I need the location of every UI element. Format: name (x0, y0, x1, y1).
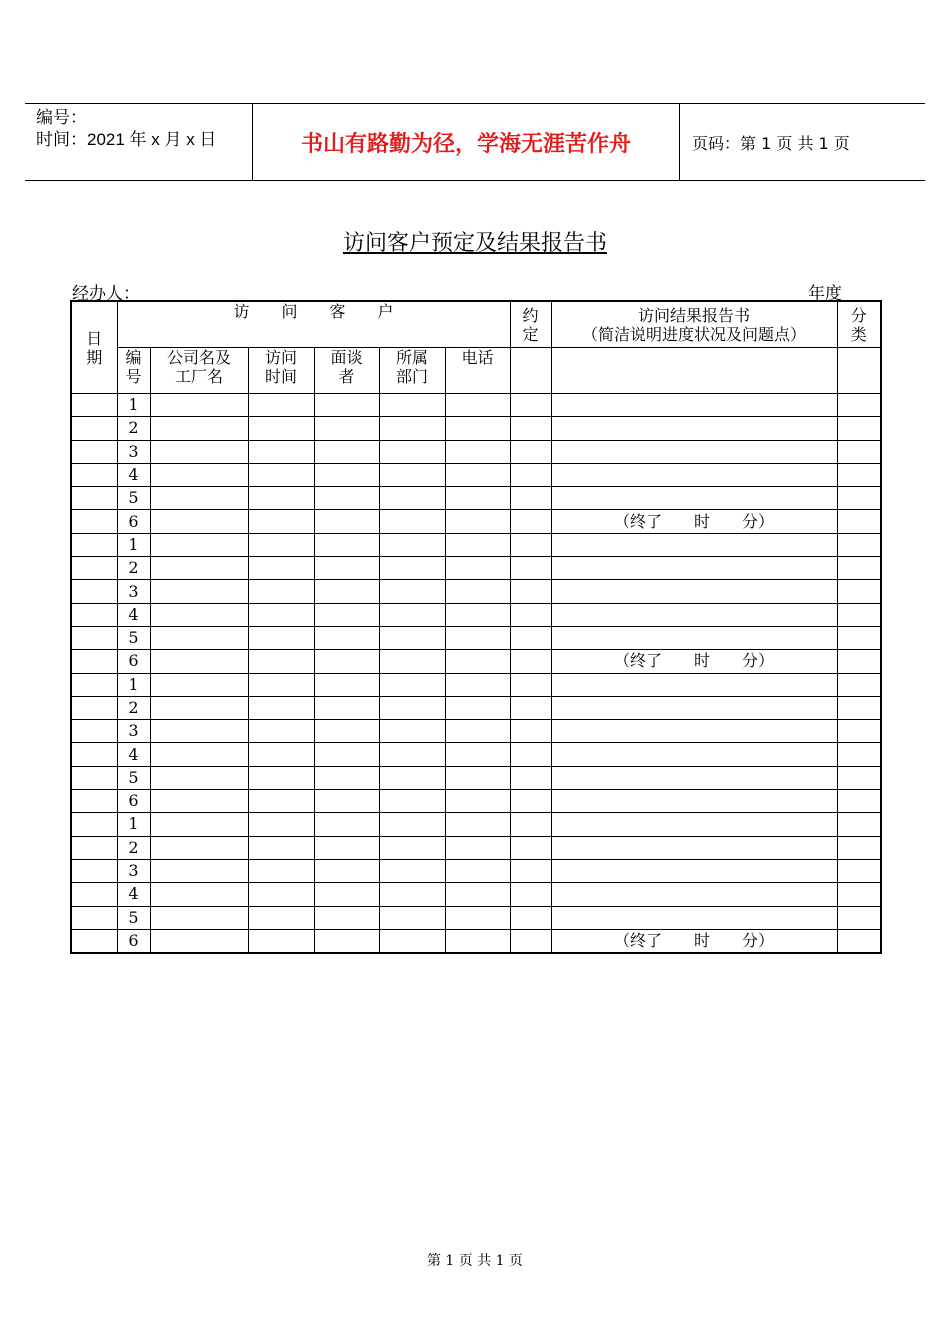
date-cell[interactable] (71, 836, 117, 859)
page-footer: 第 1 页 共 1 页 (426, 1253, 524, 1269)
visit-time-cell[interactable] (248, 510, 314, 533)
appoint-cell[interactable] (510, 790, 551, 813)
date-cell[interactable] (71, 720, 117, 743)
col-date-header: 日 期 (71, 301, 117, 394)
row-number: 2 (117, 557, 150, 580)
category-cell[interactable] (837, 766, 881, 789)
agent-label: 经办人： (72, 284, 140, 304)
result-cell[interactable]: （终了 时 分） (551, 510, 837, 533)
appoint-cell[interactable] (510, 463, 551, 486)
row-number: 4 (117, 883, 150, 906)
sub-interviewee-header: 面谈 者 (314, 348, 379, 394)
category-cell[interactable] (837, 836, 881, 859)
row-number: 3 (117, 720, 150, 743)
date-cell[interactable] (71, 650, 117, 673)
table-row (71, 557, 881, 580)
dept-cell[interactable] (379, 510, 445, 533)
row-number: 1 (117, 533, 150, 556)
company-cell[interactable] (150, 487, 248, 510)
phone-cell[interactable] (445, 766, 510, 789)
visit-time-cell[interactable] (248, 557, 314, 580)
company-cell[interactable] (150, 557, 248, 580)
header-row-2 (71, 348, 881, 394)
category-cell[interactable] (837, 463, 881, 486)
year-label: 年度 (808, 284, 842, 304)
category-cell[interactable] (837, 626, 881, 649)
dept-cell[interactable] (379, 603, 445, 626)
result-cell[interactable] (551, 906, 837, 929)
appoint-cell[interactable] (510, 394, 551, 417)
company-cell[interactable] (150, 510, 248, 533)
dept-cell[interactable] (379, 650, 445, 673)
appoint-cell[interactable] (510, 836, 551, 859)
table-row (71, 417, 881, 440)
table-row (71, 533, 881, 556)
visit-time-cell[interactable] (248, 906, 314, 929)
phone-cell[interactable] (445, 603, 510, 626)
dept-cell[interactable] (379, 440, 445, 463)
dept-cell[interactable] (379, 417, 445, 440)
document-header (25, 103, 925, 181)
date-cell[interactable] (71, 510, 117, 533)
interviewee-cell[interactable] (314, 766, 379, 789)
row-number: 5 (117, 626, 150, 649)
row-number: 3 (117, 859, 150, 882)
dept-cell[interactable] (379, 859, 445, 882)
row-number: 1 (117, 813, 150, 836)
table-row (71, 394, 881, 417)
date-cell[interactable] (71, 673, 117, 696)
result-cell[interactable] (551, 440, 837, 463)
document-title-text: 访问客户预定及结果报告书 (342, 231, 607, 256)
table-row (71, 906, 881, 929)
result-cell[interactable] (551, 533, 837, 556)
appoint-cell[interactable] (510, 580, 551, 603)
appoint-cell[interactable] (510, 440, 551, 463)
sub-phone-header: 电话 (445, 348, 510, 394)
row-number: 1 (117, 673, 150, 696)
category-cell[interactable] (837, 510, 881, 533)
table-row (71, 790, 881, 813)
table-row (71, 929, 881, 953)
date-cell[interactable] (71, 417, 117, 440)
visit-time-cell[interactable] (248, 859, 314, 882)
appoint-cell[interactable] (510, 906, 551, 929)
appoint-cell[interactable] (510, 766, 551, 789)
company-cell[interactable] (150, 650, 248, 673)
interviewee-cell[interactable] (314, 673, 379, 696)
row-number: 3 (117, 580, 150, 603)
category-cell[interactable] (837, 673, 881, 696)
result-cell[interactable] (551, 487, 837, 510)
interviewee-cell[interactable] (314, 650, 379, 673)
date-cell[interactable] (71, 463, 117, 486)
date-cell[interactable] (71, 790, 117, 813)
phone-cell[interactable] (445, 580, 510, 603)
visit-time-cell[interactable] (248, 813, 314, 836)
table-row (71, 487, 881, 510)
appoint-cell[interactable] (510, 720, 551, 743)
dept-cell[interactable] (379, 580, 445, 603)
result-cell[interactable] (551, 673, 837, 696)
dept-cell[interactable] (379, 790, 445, 813)
sub-no-header: 编 号 (117, 348, 150, 394)
appoint-cell[interactable] (510, 487, 551, 510)
table-row (71, 743, 881, 766)
date-cell[interactable] (71, 580, 117, 603)
table-row (71, 510, 881, 533)
appoint-cell[interactable] (510, 859, 551, 882)
dept-cell[interactable] (379, 720, 445, 743)
date-cell[interactable] (71, 906, 117, 929)
visit-time-cell[interactable] (248, 603, 314, 626)
row-number: 6 (117, 790, 150, 813)
appoint-cell[interactable] (510, 696, 551, 719)
result-cell[interactable] (551, 743, 837, 766)
category-cell[interactable] (837, 440, 881, 463)
date-cell[interactable] (71, 603, 117, 626)
phone-cell[interactable] (445, 650, 510, 673)
interviewee-cell[interactable] (314, 557, 379, 580)
dept-cell[interactable] (379, 557, 445, 580)
dept-cell[interactable] (379, 766, 445, 789)
company-cell[interactable] (150, 859, 248, 882)
result-cell[interactable] (551, 836, 837, 859)
result-cell[interactable] (551, 348, 837, 394)
document-title (0, 226, 950, 257)
visit-time-cell[interactable] (248, 487, 314, 510)
table-row (71, 463, 881, 486)
header-meta (25, 104, 253, 180)
category-cell[interactable] (837, 696, 881, 719)
dept-cell[interactable] (379, 883, 445, 906)
category-cell[interactable] (837, 348, 881, 394)
phone-cell[interactable] (445, 929, 510, 953)
appoint-cell[interactable] (510, 929, 551, 953)
interviewee-cell[interactable] (314, 859, 379, 882)
result-cell[interactable] (551, 720, 837, 743)
interviewee-cell[interactable] (314, 440, 379, 463)
visit-time-cell[interactable] (248, 440, 314, 463)
category-cell[interactable] (837, 533, 881, 556)
appoint-cell[interactable] (510, 626, 551, 649)
phone-cell[interactable] (445, 440, 510, 463)
visit-time-cell[interactable] (248, 580, 314, 603)
appoint-cell[interactable] (510, 603, 551, 626)
visit-time-cell[interactable] (248, 463, 314, 486)
interviewee-cell[interactable] (314, 626, 379, 649)
visit-time-cell[interactable] (248, 720, 314, 743)
company-cell[interactable] (150, 743, 248, 766)
header-page-info: 页码：第 1 页 共 1 页 (692, 133, 850, 153)
phone-cell[interactable] (445, 557, 510, 580)
result-cell[interactable] (551, 463, 837, 486)
row-number: 1 (117, 394, 150, 417)
visit-report-table (70, 300, 882, 954)
phone-cell[interactable] (445, 906, 510, 929)
category-cell[interactable] (837, 813, 881, 836)
header-motto: 书山有路勤为径，学海无涯苦作舟 (253, 104, 680, 180)
row-number: 2 (117, 696, 150, 719)
phone-cell[interactable] (445, 813, 510, 836)
table-row (71, 859, 881, 882)
visit-time-cell[interactable] (248, 626, 314, 649)
date-cell[interactable] (71, 440, 117, 463)
company-cell[interactable] (150, 813, 248, 836)
company-cell[interactable] (150, 883, 248, 906)
category-cell[interactable] (837, 790, 881, 813)
visit-time-cell[interactable] (248, 790, 314, 813)
dept-cell[interactable] (379, 533, 445, 556)
row-number: 4 (117, 463, 150, 486)
dept-cell[interactable] (379, 836, 445, 859)
phone-cell[interactable] (445, 487, 510, 510)
company-cell[interactable] (150, 673, 248, 696)
result-cell[interactable] (551, 790, 837, 813)
row-number: 6 (117, 510, 150, 533)
result-cell[interactable] (551, 626, 837, 649)
sub-dept-header: 所属 部门 (379, 348, 445, 394)
table-row (71, 883, 881, 906)
table-row (71, 696, 881, 719)
visit-time-cell[interactable] (248, 696, 314, 719)
phone-cell[interactable] (445, 673, 510, 696)
appoint-cell[interactable] (510, 533, 551, 556)
interviewee-cell[interactable] (314, 743, 379, 766)
company-cell[interactable] (150, 696, 248, 719)
category-cell[interactable] (837, 487, 881, 510)
date-cell[interactable] (71, 626, 117, 649)
row-number: 2 (117, 417, 150, 440)
interviewee-cell[interactable] (314, 813, 379, 836)
row-number: 4 (117, 603, 150, 626)
date-cell[interactable] (71, 883, 117, 906)
interviewee-cell[interactable] (314, 394, 379, 417)
category-cell[interactable] (837, 394, 881, 417)
result-cell[interactable]: （终了 时 分） (551, 650, 837, 673)
col-appoint-header: 约 定 (510, 301, 551, 348)
visit-time-cell[interactable] (248, 929, 314, 953)
row-number: 6 (117, 650, 150, 673)
col-result-header: 访问结果报告书 （简洁说明进度状况及问题点） (551, 301, 837, 348)
result-cell[interactable] (551, 557, 837, 580)
company-cell[interactable] (150, 906, 248, 929)
date-cell[interactable] (71, 533, 117, 556)
interviewee-cell[interactable] (314, 510, 379, 533)
table-row (71, 766, 881, 789)
dept-cell[interactable] (379, 743, 445, 766)
date-cell[interactable] (71, 487, 117, 510)
phone-cell[interactable] (445, 510, 510, 533)
interviewee-cell[interactable] (314, 463, 379, 486)
phone-cell[interactable] (445, 533, 510, 556)
row-number: 4 (117, 743, 150, 766)
row-number: 5 (117, 487, 150, 510)
date-cell[interactable] (71, 557, 117, 580)
visit-time-cell[interactable] (248, 766, 314, 789)
phone-cell[interactable] (445, 859, 510, 882)
interviewee-cell[interactable] (314, 906, 379, 929)
dept-cell[interactable] (379, 906, 445, 929)
company-cell[interactable] (150, 720, 248, 743)
category-cell[interactable] (837, 883, 881, 906)
company-cell[interactable] (150, 836, 248, 859)
dept-cell[interactable] (379, 394, 445, 417)
visit-time-cell[interactable] (248, 836, 314, 859)
appoint-cell[interactable] (510, 510, 551, 533)
sub-company-header: 公司名及 工厂名 (150, 348, 248, 394)
company-cell[interactable] (150, 580, 248, 603)
result-cell[interactable] (551, 417, 837, 440)
table-body (71, 394, 881, 954)
appoint-cell[interactable] (510, 883, 551, 906)
row-number: 2 (117, 836, 150, 859)
appoint-cell[interactable] (510, 673, 551, 696)
interviewee-cell[interactable] (314, 417, 379, 440)
company-cell[interactable] (150, 417, 248, 440)
visit-time-cell[interactable] (248, 883, 314, 906)
result-cell[interactable]: （终了 时 分） (551, 929, 837, 953)
table-row (71, 626, 881, 649)
result-cell[interactable] (551, 813, 837, 836)
phone-cell[interactable] (445, 463, 510, 486)
company-cell[interactable] (150, 790, 248, 813)
result-cell[interactable] (551, 603, 837, 626)
company-cell[interactable] (150, 533, 248, 556)
category-cell[interactable] (837, 906, 881, 929)
phone-cell[interactable] (445, 836, 510, 859)
col-client-header: 访 问 客 户 (117, 301, 510, 348)
dept-cell[interactable] (379, 463, 445, 486)
company-cell[interactable] (150, 603, 248, 626)
visit-time-cell[interactable] (248, 650, 314, 673)
result-cell[interactable] (551, 696, 837, 719)
table-row (71, 440, 881, 463)
table-row (71, 673, 881, 696)
date-cell[interactable] (71, 743, 117, 766)
interviewee-cell[interactable] (314, 696, 379, 719)
result-cell[interactable] (551, 394, 837, 417)
appoint-cell[interactable] (510, 348, 551, 394)
row-number: 6 (117, 929, 150, 953)
table-row (71, 650, 881, 673)
interviewee-cell[interactable] (314, 580, 379, 603)
date-cell[interactable] (71, 394, 117, 417)
table-row (71, 836, 881, 859)
row-number: 5 (117, 766, 150, 789)
interviewee-cell[interactable] (314, 603, 379, 626)
company-cell[interactable] (150, 766, 248, 789)
company-cell[interactable] (150, 463, 248, 486)
date-cell[interactable] (71, 696, 117, 719)
company-cell[interactable] (150, 394, 248, 417)
category-cell[interactable] (837, 580, 881, 603)
phone-cell[interactable] (445, 720, 510, 743)
visit-time-cell[interactable] (248, 673, 314, 696)
category-cell[interactable] (837, 743, 881, 766)
appoint-cell[interactable] (510, 650, 551, 673)
dept-cell[interactable] (379, 673, 445, 696)
phone-cell[interactable] (445, 417, 510, 440)
visit-time-cell[interactable] (248, 394, 314, 417)
visit-time-cell[interactable] (248, 417, 314, 440)
category-cell[interactable] (837, 557, 881, 580)
table-row (71, 603, 881, 626)
category-cell[interactable] (837, 417, 881, 440)
dept-cell[interactable] (379, 626, 445, 649)
category-cell[interactable] (837, 929, 881, 953)
interviewee-cell[interactable] (314, 533, 379, 556)
category-cell[interactable] (837, 650, 881, 673)
company-cell[interactable] (150, 440, 248, 463)
dept-cell[interactable] (379, 813, 445, 836)
result-cell[interactable] (551, 580, 837, 603)
time-label: 时间：2021 年 x 月 x 日 (36, 130, 217, 149)
interviewee-cell[interactable] (314, 929, 379, 953)
phone-cell[interactable] (445, 883, 510, 906)
company-cell[interactable] (150, 626, 248, 649)
company-cell[interactable] (150, 929, 248, 953)
category-cell[interactable] (837, 603, 881, 626)
number-label: 编号： (36, 108, 87, 127)
dept-cell[interactable] (379, 487, 445, 510)
phone-cell[interactable] (445, 790, 510, 813)
phone-cell[interactable] (445, 696, 510, 719)
visit-time-cell[interactable] (248, 743, 314, 766)
appoint-cell[interactable] (510, 743, 551, 766)
interviewee-cell[interactable] (314, 790, 379, 813)
category-cell[interactable] (837, 720, 881, 743)
date-cell[interactable] (71, 813, 117, 836)
interviewee-cell[interactable] (314, 720, 379, 743)
phone-cell[interactable] (445, 626, 510, 649)
row-number: 3 (117, 440, 150, 463)
interviewee-cell[interactable] (314, 487, 379, 510)
visit-time-cell[interactable] (248, 533, 314, 556)
date-cell[interactable] (71, 766, 117, 789)
category-cell[interactable] (837, 859, 881, 882)
table-row (71, 813, 881, 836)
row-number: 5 (117, 906, 150, 929)
sub-visit-time-header: 访问 时间 (248, 348, 314, 394)
result-cell[interactable] (551, 883, 837, 906)
header-row-1 (71, 301, 881, 348)
result-cell[interactable] (551, 859, 837, 882)
dept-cell[interactable] (379, 696, 445, 719)
phone-cell[interactable] (445, 743, 510, 766)
appoint-cell[interactable] (510, 417, 551, 440)
date-cell[interactable] (71, 859, 117, 882)
table-row (71, 720, 881, 743)
interviewee-cell[interactable] (314, 836, 379, 859)
col-category-header: 分 类 (837, 301, 881, 348)
date-cell[interactable] (71, 929, 117, 953)
appoint-cell[interactable] (510, 813, 551, 836)
result-cell[interactable] (551, 766, 837, 789)
appoint-cell[interactable] (510, 557, 551, 580)
table-row (71, 580, 881, 603)
dept-cell[interactable] (379, 929, 445, 953)
phone-cell[interactable] (445, 394, 510, 417)
interviewee-cell[interactable] (314, 883, 379, 906)
